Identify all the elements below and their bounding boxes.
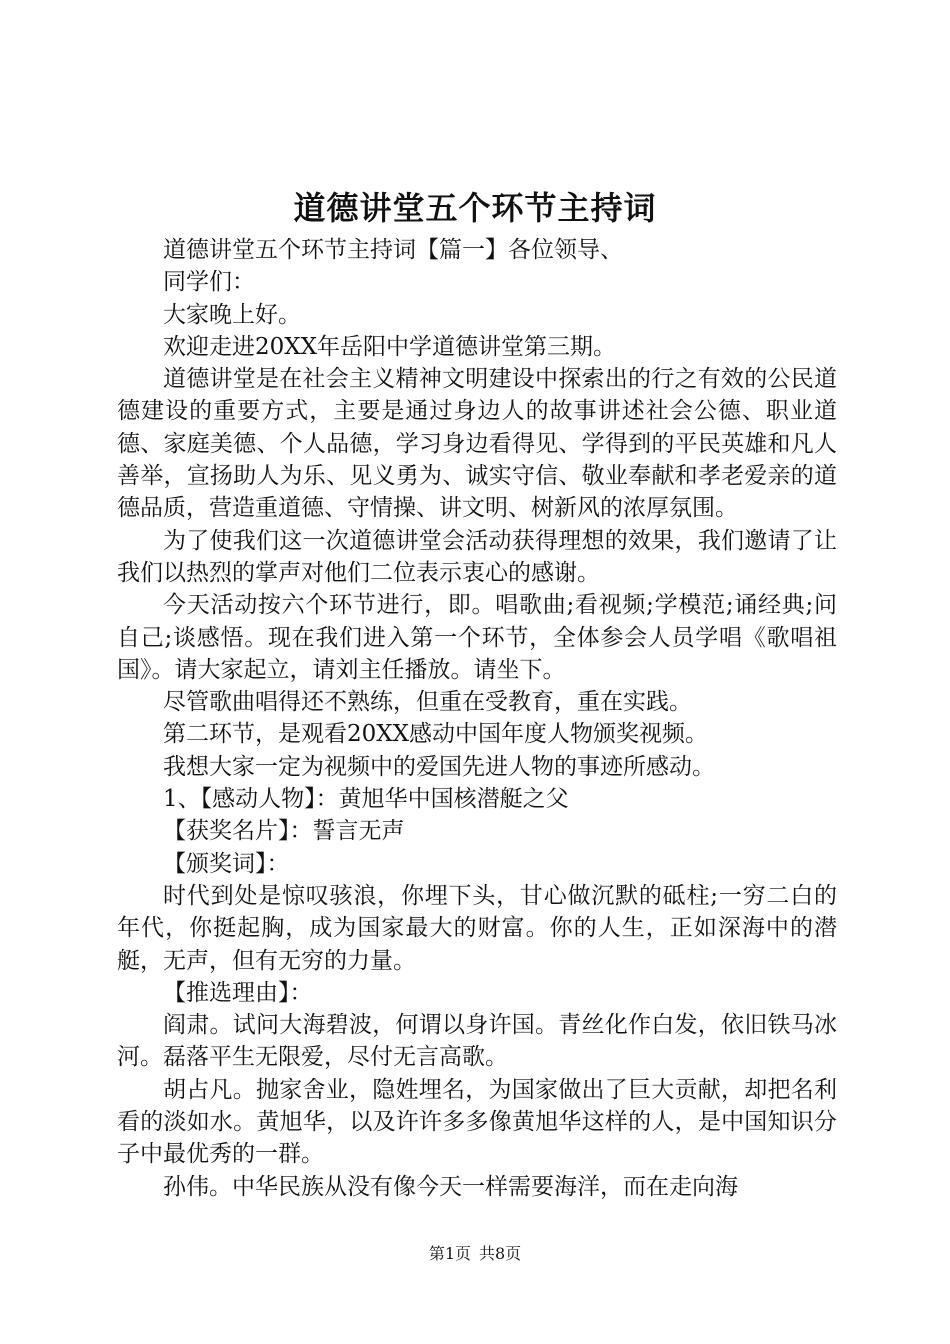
paragraph: 道德讲堂是在社会主义精神文明建设中探索出的行之有效的公民道德建设的重要方式，主要是通过身边人的故事讲述社会公德、职业道德、家庭美德、个人品德，学习身边看得见、学得到的平民英雄和凡人善举，宣扬助人为乐、见义勇为、诚实守信、敬业奉献和孝老爱亲的道德品质，营造重道德、守情操、讲文明、树新风的浓厚氛围。 [117, 366, 837, 522]
paragraph: 为了使我们这一次道德讲堂会活动获得理想的效果，我们邀请了让我们以热烈的掌声对他们二位表示衷心的感谢。 [117, 527, 837, 586]
paragraph: 阎肃。试问大海碧波，何谓以身许国。青丝化作白发，依旧铁马冰河。磊落平生无限爱，尽付无言高歌。 [117, 1012, 837, 1071]
document-title: 道德讲堂五个环节主持词 [293, 189, 657, 227]
paragraph: 【获奖名片】：誓言无声 [163, 818, 405, 845]
paragraph: 尽管歌曲唱得还不熟练，但重在受教育，重在实践。 [163, 689, 692, 716]
paragraph: 我想大家一定为视频中的爱国先进人物的事迹所感动。 [163, 753, 715, 780]
paragraph: 同学们： [163, 269, 255, 296]
document-body [117, 234, 837, 1203]
paragraph: 大家晚上好。 [163, 301, 301, 328]
page-total: 共8页 [479, 1244, 522, 1263]
paragraph: 1、【感动人物】：黄旭华中国核潜艇之父 [163, 786, 569, 813]
paragraph: 欢迎走进20XX年岳阳中学道德讲堂第三期。 [163, 333, 617, 360]
paragraph: 【颁奖词】： [163, 850, 290, 877]
paragraph: 今天活动按六个环节进行，即。唱歌曲;看视频;学模范;诵经典;问自己;谈感悟。现在我们进入第一个环节，全体参会人员学唱《歌唱祖国》。请大家起立，请刘主任播放。请坐下。 [117, 592, 837, 683]
paragraph: 胡占凡。抛家舍业，隐姓埋名，为国家做出了巨大贡献，却把名利看的淡如水。黄旭华，以及许许多多像黄旭华这样的人，是中国知识分子中最优秀的一群。 [117, 1076, 837, 1168]
page-number: 第1页 [428, 1244, 471, 1263]
paragraph: 时代到处是惊叹骇浪，你埋下头，甘心做沉默的砥柱;一穷二白的年代，你挺起胸，成为国家最大的财富。你的人生，正如深海中的潜艇，无声，但有无穷的力量。 [117, 882, 837, 974]
page-footer [0, 1243, 950, 1265]
paragraph: 【推选理由】： [163, 979, 313, 1006]
paragraph: 第二环节，是观看20XX感动中国年度人物颁奖视频。 [163, 721, 709, 748]
paragraph: 道德讲堂五个环节主持词【篇一】各位领导、 [163, 237, 623, 263]
paragraph: 孙伟。中华民族从没有像今天一样需要海洋，而在走向海 [163, 1173, 738, 1200]
